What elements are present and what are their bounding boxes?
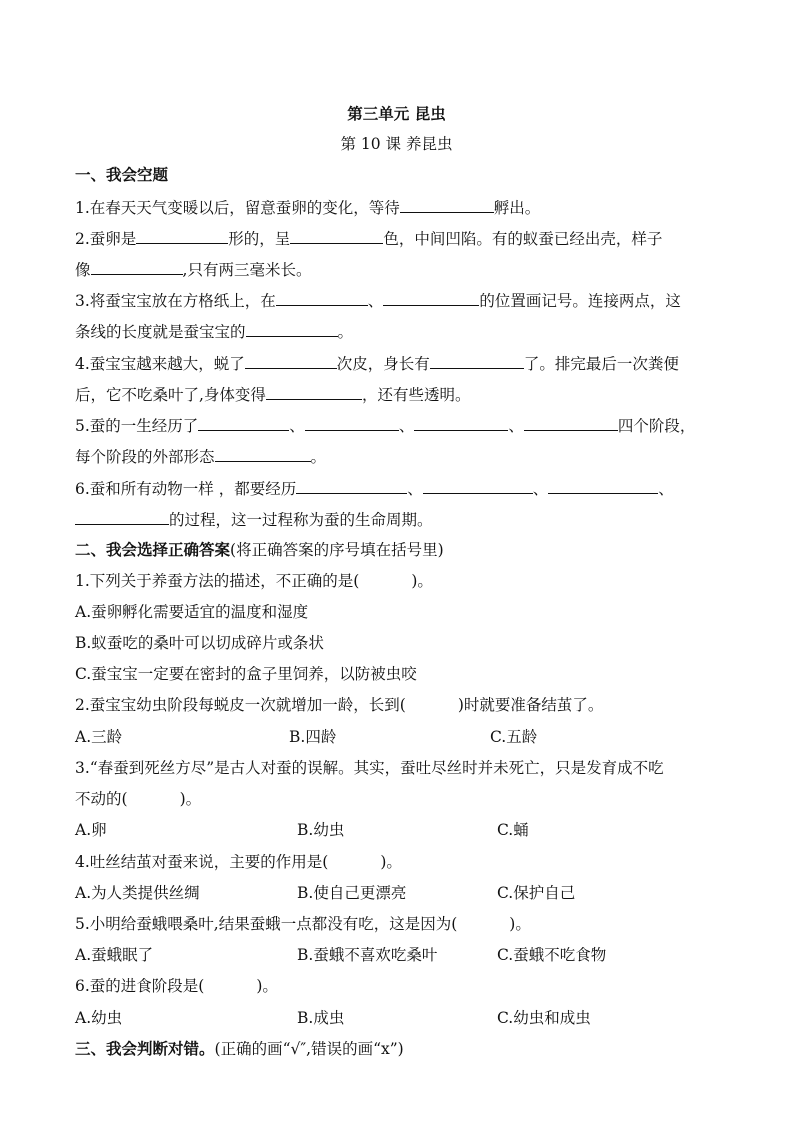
- mc-q5-option-c: C.蚕蛾不吃食物: [497, 946, 607, 964]
- unit-title: 第三单元 昆虫: [347, 104, 446, 123]
- mc-q3-option-b: B.幼虫: [297, 821, 345, 839]
- mc-q3-option-a: A.卵: [75, 821, 107, 839]
- answer-blank[interactable]: [245, 353, 337, 369]
- fill-q1: 1.在春天天气变暖以后，留意蚕卵的变化，等待 孵出。: [75, 199, 541, 217]
- mc-q3-option-c: C.蛹: [497, 821, 529, 839]
- answer-blank[interactable]: [383, 290, 479, 306]
- fill-q5-line2: 每个阶段的外部形态 。: [75, 448, 327, 466]
- answer-blank[interactable]: [524, 415, 618, 431]
- answer-blank[interactable]: [305, 415, 399, 431]
- answer-blank[interactable]: [198, 415, 289, 431]
- mc-q4-option-c: C.保护自己: [497, 884, 576, 902]
- mc-q5-stem: 5.小明给蚕蛾喂桑叶,结果蚕蛾一点都没有吃，这是因为( )。: [75, 915, 531, 933]
- lesson-title: 第 10 课 养昆虫: [340, 135, 453, 153]
- fill-q3-line1: 3.将蚕宝宝放在方格纸上，在 、 的位置画记号。连接两点，这: [75, 292, 681, 310]
- answer-blank[interactable]: [414, 415, 508, 431]
- fill-q6-line2: 的过程，这一过程称为蚕的生命周期。: [75, 509, 433, 530]
- answer-blank[interactable]: [91, 259, 183, 275]
- answer-blank[interactable]: [215, 446, 311, 462]
- mc-q6-option-a: A.幼虫: [75, 1009, 123, 1027]
- mc-q4-option-b: B.使自己更漂亮: [297, 884, 407, 902]
- answer-blank[interactable]: [296, 478, 407, 494]
- mc-q2-option-b: B.四龄: [289, 728, 337, 746]
- answer-blank[interactable]: [246, 321, 338, 337]
- mc-q6-stem: 6.蚕的进食阶段是( )。: [75, 977, 278, 995]
- answer-blank[interactable]: [276, 290, 368, 306]
- answer-blank[interactable]: [423, 478, 533, 494]
- mc-q3-stem-line1: 3.“春蚕到死丝方尽”是古人对蚕的误解。其实，蚕吐尽丝时并未死亡，只是发育成不吃: [75, 759, 664, 777]
- section-1-heading: 一、我会空题: [75, 165, 169, 184]
- mc-q4-option-a: A.为人类提供丝绸: [75, 884, 200, 902]
- answer-blank[interactable]: [75, 509, 169, 525]
- section-3-heading: 三、我会判断对错。(正确的画“√″,错误的画“x”): [75, 1039, 404, 1058]
- mc-q2-option-a: A.三龄: [75, 728, 123, 746]
- fill-q6-line1: 6.蚕和所有动物一样 ，都要经历 、 、 、: [75, 480, 674, 498]
- fill-q5-line1: 5.蚕的一生经历了 、 、 、 四个阶段，: [75, 417, 696, 435]
- fill-q2-line1: 2.蚕卵是 形的，呈 色，中间凹陷。有的蚁蚕已经出壳，样子: [75, 230, 663, 248]
- mc-q2-option-c: C.五龄: [490, 728, 538, 746]
- mc-q6-option-b: B.成虫: [297, 1009, 345, 1027]
- answer-blank[interactable]: [266, 384, 362, 400]
- answer-blank[interactable]: [430, 353, 524, 369]
- mc-q1-option-b: B.蚁蚕吃的桑叶可以切成碎片或条状: [75, 634, 324, 652]
- answer-blank[interactable]: [400, 197, 494, 213]
- mc-q5-option-b: B.蚕蛾不喜欢吃桑叶: [297, 946, 438, 964]
- mc-q1-option-c: C.蚕宝宝一定要在密封的盒子里饲养，以防被虫咬: [75, 665, 417, 683]
- fill-q4-line2: 后，它不吃桑叶了,身体变得 ，还有些透明。: [75, 386, 471, 404]
- mc-q3-stem-line2: 不动的( )。: [75, 790, 202, 808]
- mc-q2-stem: 2.蚕宝宝幼虫阶段每蜕皮一次就增加一龄，长到( )时就要准备结茧了。: [75, 696, 604, 714]
- answer-blank[interactable]: [290, 228, 383, 244]
- mc-q6-option-c: C.幼虫和成虫: [497, 1009, 591, 1027]
- mc-q1-option-a: A.蚕卵孵化需要适宜的温度和湿度: [75, 603, 309, 621]
- mc-q5-option-a: A.蚕蛾眠了: [75, 946, 154, 964]
- fill-q3-line2: 条线的长度就是蚕宝宝的 。: [75, 323, 354, 341]
- mc-q1-stem: 1.下列关于养蚕方法的描述，不正确的是( )。: [75, 572, 433, 590]
- fill-q2-line2: 像 ,只有两三毫米长。: [75, 261, 312, 279]
- answer-blank[interactable]: [136, 228, 228, 244]
- fill-q4-line1: 4.蚕宝宝越来越大，蜕了 次皮，身长有 了。排完最后一次粪便: [75, 355, 679, 373]
- mc-q4-stem: 4.吐丝结茧对蚕来说，主要的作用是( )。: [75, 853, 402, 871]
- section-2-heading: 二、我会选择正确答案(将正确答案的序号填在括号里): [75, 540, 444, 559]
- answer-blank[interactable]: [548, 478, 658, 494]
